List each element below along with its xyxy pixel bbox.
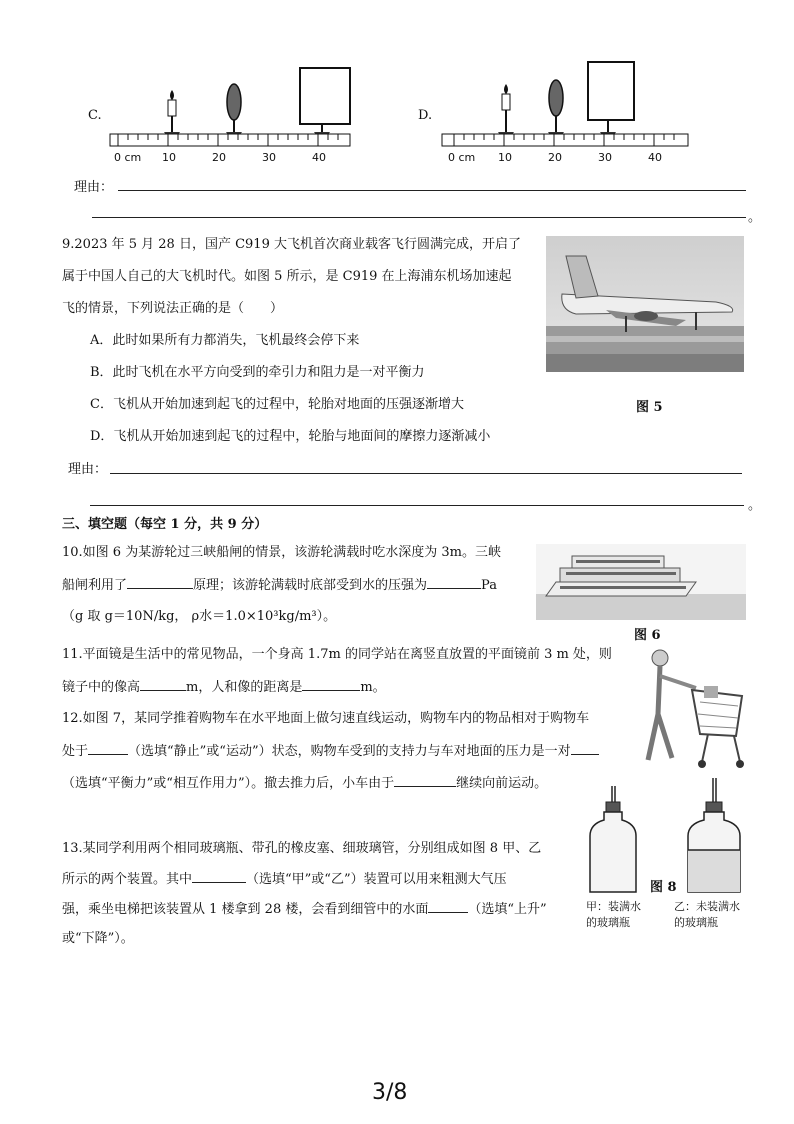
q9-stem-line3: 飞的情景，下列说法正确的是（ ）: [62, 301, 284, 316]
q12-text: （选填“平衡力”或“相互作用力”）。撤去推力后，小车由于: [62, 776, 395, 791]
yi-label-line2: 的玻璃瓶: [674, 916, 718, 929]
ruler-tick-label: 30: [598, 151, 612, 164]
q12-text: 继续向前运动。: [456, 776, 548, 791]
q10-line1: 10.如图 6 为某游轮过三峡船闸的情景，该游轮满载时吃水深度为 3m。三峡: [62, 545, 501, 560]
figure-5-caption: 图 5: [636, 400, 663, 415]
ruler-tick-label: 20: [548, 151, 562, 164]
ruler-tick-label: 30: [262, 151, 276, 164]
q13-line1: 13.某同学利用两个相同玻璃瓶、带孔的橡皮塞、细玻璃管，分别组成如图 8 甲、乙: [62, 841, 542, 856]
q9-option-c[interactable]: C．飞机从开始加速到起飞的过程中，轮胎对地面的压强逐渐增大: [90, 397, 464, 412]
q12-line1: 12.如图 7，某同学推着购物车在水平地面上做匀速直线运动，购物车内的物品相对于购物车: [62, 711, 590, 726]
q11-text: 镜子中的像高: [62, 680, 141, 695]
ruler-tick-label: 10: [162, 151, 176, 164]
q12-text: （选填“静止”或“运动”）状态，购物车受到的支持力与车对地面的压力是一对: [128, 744, 571, 759]
q9-stem-line1: 9.2023 年 5 月 28 日，国产 C919 大飞机首次商业载客飞行圆满完成，开启了: [62, 237, 521, 252]
answer-blank[interactable]: [127, 576, 193, 589]
answer-blank[interactable]: [140, 678, 186, 691]
reason-label: 理由：: [68, 462, 108, 477]
answer-line[interactable]: [90, 505, 744, 506]
airplane-photo: [546, 236, 744, 372]
q11-text: m。: [360, 680, 386, 695]
page-number: 3/8: [372, 1080, 408, 1105]
q12-line2: [62, 742, 599, 761]
q9-option-d[interactable]: D．飞机从开始加速到起飞的过程中，轮胎与地面间的摩擦力逐渐减小: [90, 429, 491, 444]
q12-text: 处于: [62, 744, 89, 759]
ruler-tick-label: 10: [498, 151, 512, 164]
q13-line2: [62, 870, 507, 889]
q9-option-b[interactable]: B．此时飞机在水平方向受到的牵引力和阻力是一对平衡力: [90, 365, 425, 380]
q11-text: m，人和像的距离是: [186, 680, 303, 695]
answer-line[interactable]: [110, 473, 742, 474]
q10-text: 船闸利用了: [62, 578, 128, 593]
answer-line[interactable]: [118, 190, 746, 191]
answer-blank[interactable]: [88, 742, 128, 755]
period: 。: [748, 210, 762, 225]
q11-line2: [62, 678, 386, 697]
q13-text: 强，乘坐电梯把该装置从 1 楼拿到 28 楼，会看到细管中的水面: [62, 902, 429, 917]
q13-line3: [62, 900, 547, 919]
bottle-yi: [686, 776, 742, 896]
reason-label: 理由：: [74, 180, 114, 195]
answer-blank[interactable]: [192, 870, 246, 883]
figure-6-caption: 图 6: [634, 628, 661, 643]
q9-stem-line2: 属于中国人自己的大飞机时代。如图 5 所示，是 C919 在上海浦东机场加速起: [62, 269, 512, 284]
section-title: 三、填空题（每空 1 分，共 9 分）: [62, 517, 268, 532]
answer-blank[interactable]: [394, 774, 456, 787]
q10-line2: [62, 576, 497, 595]
q9-option-a[interactable]: A．此时如果所有力都消失，飞机最终会停下来: [90, 333, 360, 348]
q11-line1: 11.平面镜是生活中的常见物品，一个身高 1.7m 的同学站在离竖直放置的平面镜前 3 m 处，则: [62, 647, 612, 662]
cruise-ship-photo: [536, 544, 746, 620]
q13-text: （选填“上升”: [468, 902, 547, 917]
period: 。: [748, 498, 762, 513]
shopping-cart-photo: [638, 644, 758, 774]
answer-line[interactable]: [92, 217, 746, 218]
answer-blank[interactable]: [571, 742, 599, 755]
q13-text: 所示的两个装置。其中: [62, 872, 193, 887]
option-d-optical-bench: [440, 58, 692, 166]
ruler-tick-label: 40: [312, 151, 326, 164]
q13-text: （选填“甲”或“乙”）装置可以用来粗测大气压: [246, 872, 507, 887]
q12-line3: [62, 774, 547, 793]
ruler-tick-label: 20: [212, 151, 226, 164]
bottle-jia: [586, 784, 638, 896]
q10-line3: （g 取 g＝10N/kg， ρ水＝1.0×10³kg/m³）。: [62, 609, 337, 624]
q13-line4: 或“下降”）。: [62, 931, 134, 946]
figure-8-caption: 图 8: [650, 880, 677, 895]
q10-text: 原理；该游轮满载时底部受到水的压强为: [193, 578, 428, 593]
jia-label-line2: 的玻璃瓶: [586, 916, 630, 929]
answer-blank[interactable]: [302, 678, 360, 691]
q10-unit: Pa: [481, 578, 497, 593]
answer-blank[interactable]: [428, 900, 468, 913]
option-d-label: D.: [418, 108, 433, 123]
yi-label-line1: 乙：未装满水: [674, 900, 740, 913]
ruler-tick-label: 40: [648, 151, 662, 164]
jia-label-line1: 甲：装满水: [586, 900, 641, 913]
ruler-tick-label: 0 cm: [448, 151, 476, 164]
option-c-label: C.: [88, 108, 102, 123]
ruler-tick-label: 0 cm: [114, 151, 142, 164]
answer-blank[interactable]: [427, 576, 481, 589]
option-c-optical-bench: [108, 62, 358, 166]
